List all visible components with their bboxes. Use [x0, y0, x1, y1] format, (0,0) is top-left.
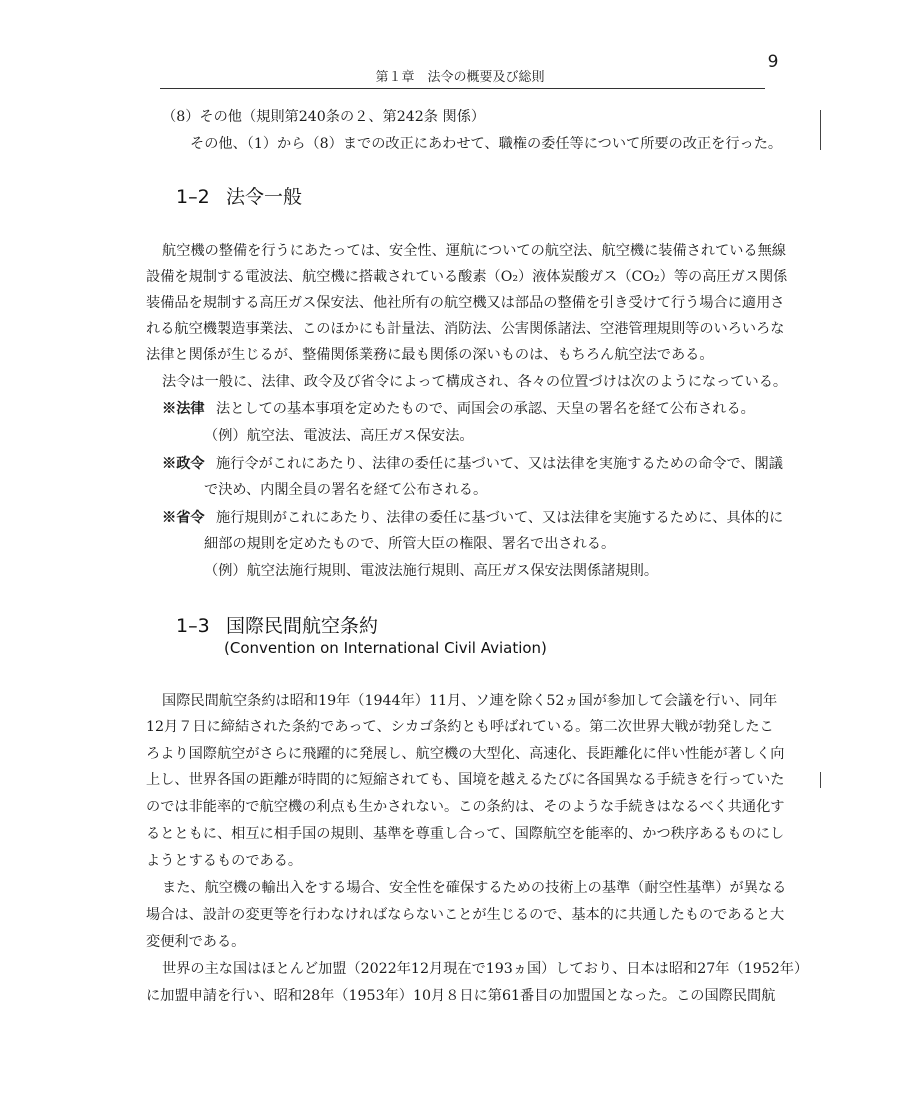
paragraph-line: 法令は一般に、法律、政令及び省令によって構成され、各々の位置づけは次のようになっている。 [162, 374, 788, 390]
intro-line: その他、（1）から（8）までの改正にあわせて、職権の委任等について所要の改正を行った。 [190, 136, 783, 152]
definition-text: 法としての基本事項を定めたもので、両国会の承認、天皇の署名を経て公布される。 [216, 401, 755, 417]
section-number: 1–3 [176, 615, 210, 637]
section-title: 法令一般 [226, 186, 303, 208]
section-subtitle: (Convention on International Civil Aviation) [224, 639, 547, 657]
definition-label-cabinet-order: ※政令 [162, 456, 205, 472]
running-header: 第１章 法令の概要及び総則 [375, 70, 545, 85]
example-line: （例）航空法施行規則、電波法施行規則、高圧ガス保安法関係諸規則。 [204, 563, 659, 579]
paragraph-line: 装備品を規制する高圧ガス保安法、他社所有の航空機又は部品の整備を引き受けて行う場合に適用さ [146, 295, 785, 311]
paragraph-line: ろより国際航空がさらに飛躍的に発展し、航空機の大型化、高速化、長距離化に伴い性能が著しく向 [146, 746, 785, 762]
definition-label-law: ※法律 [162, 401, 205, 417]
definition-text: 施行規則がこれにあたり、法律の委任に基づいて、又は法律を実施するために、具体的に [216, 510, 784, 526]
header-rule [160, 88, 765, 89]
page-number: 9 [767, 52, 779, 72]
paragraph-line: れる航空機製造事業法、このほかにも計量法、消防法、公害関係諸法、空港管理規則等のいろいろな [146, 321, 785, 337]
definition-text: 施行令がこれにあたり、法律の委任に基づいて、又は法律を実施するための命令で、閣議 [216, 456, 783, 472]
paragraph-line: のでは非能率的で航空機の利点も生かされない。この条約は、そのような手続きはなるべく共通化す [146, 799, 785, 815]
paragraph-line: に加盟申請を行い、昭和28年（1953年）10月８日に第61番目の加盟国となった。この国際民間航 [146, 988, 776, 1004]
paragraph-line: 航空機の整備を行うにあたっては、安全性、運航についての航空法、航空機に装備されている無線 [162, 243, 786, 259]
example-line: （例）航空法、電波法、高圧ガス保安法。 [204, 428, 474, 444]
paragraph-line: 設備を規制する電波法、航空機に搭載されている酸素（O₂）液体炭酸ガス（CO₂）等の高圧ガス関係 [146, 269, 788, 285]
definition-label-ministerial-order: ※省令 [162, 510, 205, 526]
section-title: 国際民間航空条約 [226, 615, 379, 637]
section-number: 1–2 [176, 186, 210, 208]
paragraph-line: るとともに、相互に相手国の規則、基準を尊重し合って、国際航空を能率的、かつ秩序あるものにし [146, 826, 785, 842]
paragraph-line: ようとするものである。 [146, 853, 303, 869]
paragraph-line: 12月７日に締結された条約であって、シカゴ条約とも呼ばれている。第二次世界大戦が勃発したこ [146, 719, 774, 735]
paragraph-line: また、航空機の輸出入をする場合、安全性を確保するための技術上の基準（耐空性基準）が異なる [162, 880, 787, 896]
paragraph-line: 国際民間航空条約は昭和19年（1944年）11月、ソ連を除く52ヵ国が参加して会議を行い、同年 [162, 693, 778, 709]
margin-revision-bar [820, 772, 821, 788]
intro-line: （8）その他（規則第240条の２、第242条 関係） [162, 109, 486, 125]
margin-revision-bar [820, 110, 821, 150]
paragraph-line: 場合は、設計の変更等を行わなければならないことが生じるので、基本的に共通したものであると大 [146, 907, 785, 923]
paragraph-line: 上し、世界各国の距離が時間的に短縮されても、国境を越えるたびに各国異なる手続きを行っていた [146, 772, 785, 788]
definition-text: 細部の規則を定めたもので、所管大臣の権限、署名で出される。 [204, 536, 616, 552]
paragraph-line: 世界の主な国はほとんど加盟（2022年12月現在で193ヵ国）しており、日本は昭和27年（1952年） [162, 961, 809, 977]
section-heading-1-3 [176, 615, 378, 637]
paragraph-line: 法律と関係が生じるが、整備関係業務に最も関係の深いものは、もちろん航空法である。 [146, 347, 714, 363]
paragraph-line: 変便利である。 [146, 934, 246, 950]
definition-text: で決め、内閣全員の署名を経て公布される。 [204, 482, 488, 498]
section-heading-1-2 [176, 186, 302, 208]
